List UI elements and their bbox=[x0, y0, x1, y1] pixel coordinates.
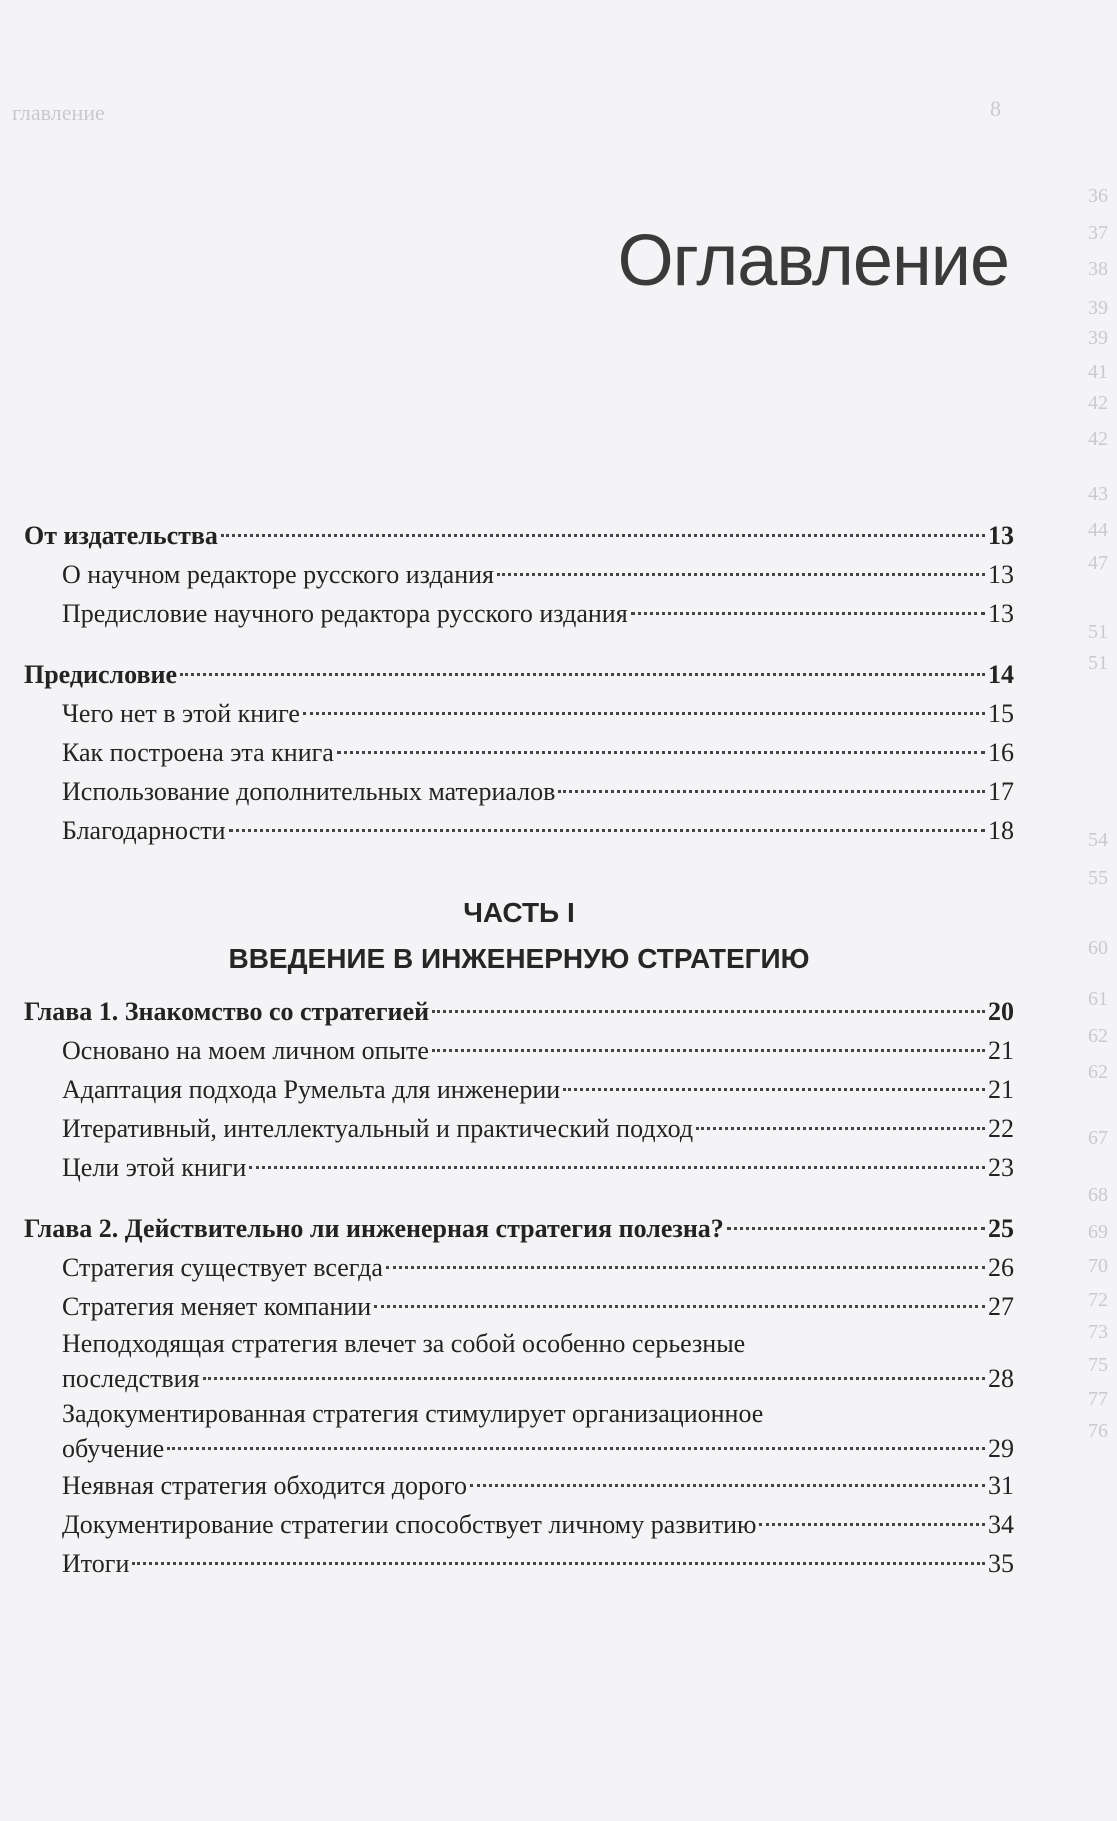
toc-entry-label: Цели этой книги bbox=[62, 1153, 247, 1182]
bleed-through-header: главление bbox=[12, 100, 105, 125]
dot-leader bbox=[759, 1523, 985, 1526]
toc-entry-label: Основано на моем личном опыте bbox=[62, 1036, 429, 1065]
toc-entry bbox=[24, 594, 1014, 633]
dot-leader bbox=[727, 1227, 985, 1230]
table-of-contents bbox=[24, 516, 1014, 1583]
page-title: Оглавление bbox=[617, 221, 1009, 301]
toc-entry-label: От издательства bbox=[24, 521, 218, 550]
bleed-through-page-number: 77 bbox=[1088, 1388, 1108, 1410]
toc-entry-label: Итеративный, интеллектуальный и практический подход bbox=[62, 1114, 694, 1143]
bleed-through-page-number: 72 bbox=[1088, 1289, 1108, 1311]
toc-entry bbox=[24, 772, 1014, 811]
toc-entry-page: 21 bbox=[988, 1036, 1014, 1065]
toc-entry-label-line1: Неподходящая стратегия влечет за собой особенно серьезные bbox=[62, 1329, 746, 1358]
toc-entry-page: 22 bbox=[988, 1114, 1014, 1143]
toc-entry-page: 13 bbox=[988, 560, 1014, 589]
toc-entry-label: Документирование стратегии способствует личному развитию bbox=[62, 1510, 757, 1539]
toc-entry-label-line1: Задокументированная стратегия стимулирует организационное bbox=[62, 1399, 764, 1428]
toc-entry bbox=[24, 1148, 1014, 1187]
toc-entry-chapter-2 bbox=[24, 1209, 1014, 1248]
toc-entry bbox=[24, 1070, 1014, 1109]
bleed-through-page-number: 73 bbox=[1088, 1321, 1108, 1343]
bleed-through-page-number: 75 bbox=[1088, 1354, 1108, 1376]
toc-entry-label: Чего нет в этой книге bbox=[62, 699, 300, 728]
toc-entry bbox=[24, 1031, 1014, 1070]
toc-entry-page: 13 bbox=[988, 521, 1014, 550]
bleed-through-page-number: 70 bbox=[1088, 1255, 1108, 1277]
dot-leader bbox=[221, 534, 985, 537]
dot-leader bbox=[249, 1166, 985, 1169]
dot-leader bbox=[432, 1049, 985, 1052]
toc-entry-page: 26 bbox=[988, 1253, 1014, 1282]
toc-entry-page: 31 bbox=[988, 1471, 1014, 1500]
toc-entry-preface bbox=[24, 655, 1014, 694]
toc-entry-page: 20 bbox=[988, 997, 1014, 1026]
dot-leader bbox=[631, 612, 985, 615]
part-label: ЧАСТЬ I bbox=[463, 897, 575, 928]
toc-entry-page: 25 bbox=[988, 1214, 1014, 1243]
toc-entry-label: Неявная стратегия обходится дорого bbox=[62, 1471, 468, 1500]
bleed-through-page-number: 67 bbox=[1088, 1127, 1108, 1149]
bleed-through-page-number: 44 bbox=[1088, 519, 1108, 541]
dot-leader bbox=[386, 1266, 985, 1269]
toc-entry-label-line2: последствия bbox=[62, 1364, 200, 1393]
bleed-through-page-number: 55 bbox=[1088, 867, 1108, 889]
dot-leader bbox=[497, 573, 985, 576]
bleed-through-page-number: 8 bbox=[990, 96, 1001, 121]
toc-entry bbox=[24, 1248, 1014, 1287]
dot-leader bbox=[203, 1377, 985, 1380]
toc-entry-multiline bbox=[24, 1326, 1014, 1396]
toc-entry-page: 23 bbox=[988, 1153, 1014, 1182]
toc-entry-page: 14 bbox=[988, 660, 1014, 689]
bleed-through-page-number: 62 bbox=[1088, 1025, 1108, 1047]
dot-leader bbox=[470, 1484, 985, 1487]
dot-leader bbox=[303, 712, 985, 715]
bleed-through-page-number: 51 bbox=[1088, 621, 1108, 643]
toc-entry bbox=[24, 555, 1014, 594]
dot-leader bbox=[432, 1010, 985, 1013]
toc-entry-page: 16 bbox=[988, 738, 1014, 767]
toc-entry-label: Глава 1. Знакомство со стратегией bbox=[24, 997, 430, 1026]
bleed-through-page-number: 54 bbox=[1088, 829, 1108, 851]
bleed-through-page-number: 37 bbox=[1088, 222, 1108, 244]
bleed-through-page-number: 42 bbox=[1088, 392, 1108, 414]
bleed-through-page-number: 39 bbox=[1088, 297, 1108, 319]
toc-entry-label: Адаптация подхода Румельта для инженерии bbox=[62, 1075, 561, 1104]
toc-entry bbox=[24, 694, 1014, 733]
toc-entry-page: 34 bbox=[988, 1510, 1014, 1539]
toc-entry bbox=[24, 1109, 1014, 1148]
toc-entry bbox=[24, 1505, 1014, 1544]
toc-entry bbox=[24, 811, 1014, 850]
toc-entry-label: Предисловие научного редактора русского издания bbox=[62, 599, 628, 628]
toc-entry-page: 15 bbox=[988, 699, 1014, 728]
toc-entry-label: Итоги bbox=[62, 1549, 130, 1578]
toc-entry bbox=[24, 733, 1014, 772]
toc-entry-page: 35 bbox=[988, 1549, 1014, 1578]
toc-entry-label: Предисловие bbox=[24, 660, 178, 689]
dot-leader bbox=[229, 829, 985, 832]
toc-entry-label: Глава 2. Действительно ли инженерная стратегия полезна? bbox=[24, 1214, 724, 1243]
bleed-through-page-number: 62 bbox=[1088, 1061, 1108, 1083]
toc-entry-page: 29 bbox=[988, 1434, 1014, 1463]
toc-entry-page: 28 bbox=[988, 1364, 1014, 1393]
bleed-through-page-number: 42 bbox=[1088, 428, 1108, 450]
toc-entry-label: Использование дополнительных материалов bbox=[62, 777, 556, 806]
dot-leader bbox=[374, 1305, 985, 1308]
dot-leader bbox=[558, 790, 985, 793]
dot-leader bbox=[696, 1127, 985, 1130]
toc-entry-multiline bbox=[24, 1396, 1014, 1466]
toc-entry-chapter-1 bbox=[24, 992, 1014, 1031]
toc-entry-label: Стратегия меняет компании bbox=[62, 1292, 372, 1321]
bleed-through-page-number: 76 bbox=[1088, 1420, 1108, 1442]
toc-entry bbox=[24, 1287, 1014, 1326]
toc-entry-label-line2: обучение bbox=[62, 1434, 165, 1463]
dot-leader bbox=[167, 1447, 985, 1450]
bleed-through-page-number: 61 bbox=[1088, 988, 1108, 1010]
toc-entry-page: 13 bbox=[988, 599, 1014, 628]
toc-entry bbox=[24, 1466, 1014, 1505]
toc-entry bbox=[24, 1544, 1014, 1583]
bleed-through-page-number: 51 bbox=[1088, 652, 1108, 674]
bleed-through-page-number: 47 bbox=[1088, 552, 1108, 574]
dot-leader bbox=[132, 1562, 985, 1565]
dot-leader bbox=[337, 751, 985, 754]
bleed-through-page-number: 41 bbox=[1088, 361, 1108, 383]
toc-entry-page: 17 bbox=[988, 777, 1014, 806]
bleed-through-page-number: 39 bbox=[1088, 327, 1108, 349]
bleed-through-page-number: 60 bbox=[1088, 937, 1108, 959]
bleed-through-page-number: 69 bbox=[1088, 1221, 1108, 1243]
bleed-through-page-number: 68 bbox=[1088, 1184, 1108, 1206]
toc-entry-label: О научном редакторе русского издания bbox=[62, 560, 495, 589]
toc-entry-label: Стратегия существует всегда bbox=[62, 1253, 383, 1282]
toc-entry-label: Как построена эта книга bbox=[62, 738, 334, 767]
dot-leader bbox=[563, 1088, 985, 1091]
part-title: ВВЕДЕНИЕ В ИНЖЕНЕРНУЮ СТРАТЕГИЮ bbox=[228, 943, 810, 974]
bleed-through-page-number: 43 bbox=[1088, 483, 1108, 505]
toc-entry-label: Благодарности bbox=[62, 816, 226, 845]
toc-entry-page: 27 bbox=[988, 1292, 1014, 1321]
toc-entry-page: 21 bbox=[988, 1075, 1014, 1104]
toc-entry-page: 18 bbox=[988, 816, 1014, 845]
bleed-through-page-number: 38 bbox=[1088, 258, 1108, 280]
dot-leader bbox=[180, 673, 985, 676]
toc-entry-publisher bbox=[24, 516, 1014, 555]
bleed-through-page-number: 36 bbox=[1088, 185, 1108, 207]
